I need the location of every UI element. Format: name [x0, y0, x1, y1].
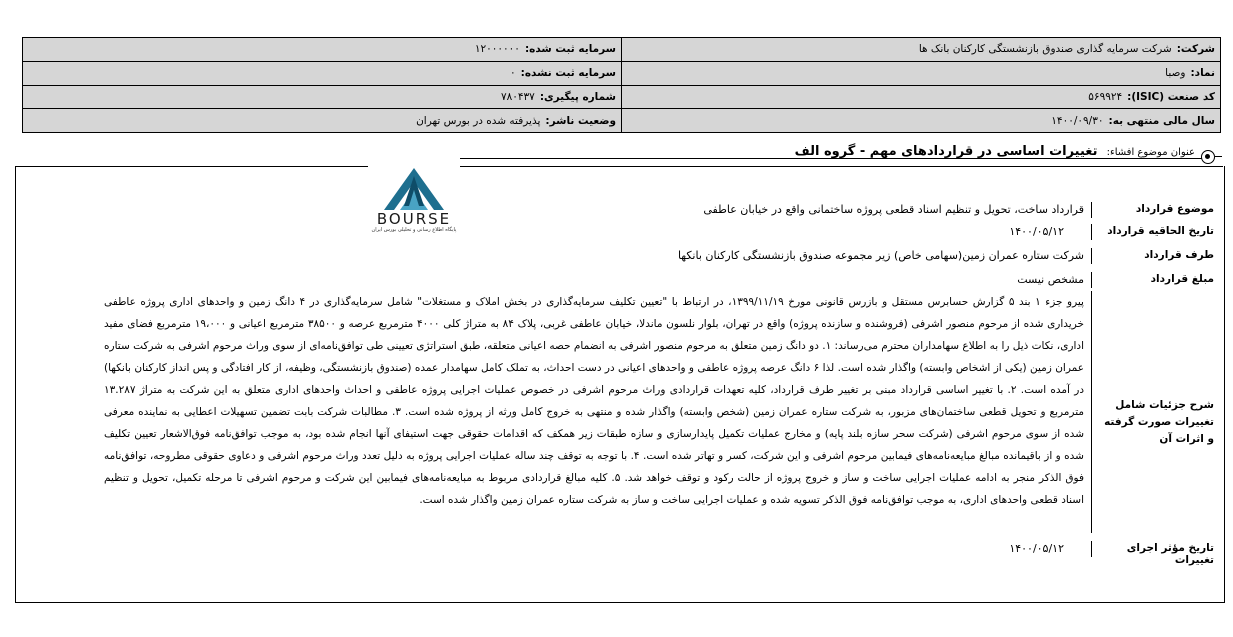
company-info-table [22, 37, 1221, 133]
tracking-number-value: ۷۸۰۴۳۷ [500, 90, 535, 103]
row-separator [1091, 224, 1092, 240]
fiscal-year-row [622, 109, 1220, 132]
amendment-date-label: تاریخ الحاقیه قرارداد [1107, 225, 1214, 237]
contract-party-value: شرکت ستاره عمران زمین(سهامی خاص) زیر مجموعه صندوق بازنشستگی کارکنان بانکها [677, 249, 1084, 262]
bourse-logo-subtitle: پایگاه اطلاع رسانی و تحلیلی بورس ایران [371, 227, 457, 233]
bourse-logo-wordmark: BOURSE [376, 210, 452, 228]
symbol-row [622, 62, 1220, 86]
fiscal-year-label: سال مالی منتهی به: [1108, 114, 1215, 127]
unregistered-capital-label: سرمایه ثبت نشده: [520, 67, 616, 80]
effective-date-label: تاریخ مؤثر اجرای تغییرات [1126, 542, 1214, 566]
effective-date-row [104, 538, 1214, 566]
contract-party-row [104, 245, 1214, 267]
change-details-text: پیرو جزء ۱ بند ۵ گزارش حسابرس مستقل و بازرس قانونی مورخ ۱۳۹۹/۱۱/۱۹، در ارتباط با "تعیین تکلیف سرمایه‌گذاری در بخش املاک و مستغلات" شامل سرمایه‌گذاری در ۴ دانگ زمین و واحدهای اداری پروژه عاطفی خریداری شده از مرحوم منصور اشرفی (فروشنده و سازنده پروژه) واقع در تهران، بلوار نلسون ماندلا، خیابان عاطفی غربی، پلاک ۸۴ به متراژ کلی ۴۰۰۰ مترمربع عرصه و ۳۸۵۰۰ مترمربع اعیانی و ۱۹،۰۰۰ مترمربع فضای مفید اداری، نکات ذیل را به اطلاع سهامداران محترم می‌رساند: ۱. دو دانگ زمین متعلق به مرحوم منصور اشرفی به انضمام حصه اعیانی متعلقه، طبق استراتژی تعیینی طی توافق‌نامه‌ای از سوی وراث مرحوم اشرفی به شرکت ستاره عمران زمین (یکی از اشخاص وابسته) واگذار شده است. لذا ۶ دانگ عرصه پروژه عاطفی و واحدهای اعیانی در دست احداث، به تملک کامل سهامدار عمده (صندوق بازنشستگی، وظیفه، از کار افتادگی و پس انداز کارکنان بانکها) در آمده است. ۲. با تغییر اساسی قرارداد مبنی بر تغییر طرف قرارداد، کلیه تعهدات قراردادی وراث مرحوم اشرفی در خصوص عملیات اجرایی پروژه عاطفی و احداث واحدهای اداری متعلق به این شرکت به متراژ ۱۳.۲۸۷ مترمربع و تحویل قطعی ساختمان‌های مزبور، به شرکت ستاره عمران زمین (شخص وابسته) واگذار شده و منتهی به خروج کامل ورثه از پروژه شده است. ۳. مطالبات شرکت بابت تضمین تسهیلات اعطایی به نماینده معرفی شده از سوی مرحوم اشرفی (شرکت سحر سازه بلند پایه) و مخارج عملیات تکمیل پایدارسازی و سازه طبقات زیر همکف که اقدامات حقوقی جهت استیفای آنها انجام شده بود، به موجب توافق‌نامه فوق‌الاشعار تعیین تکلیف شده و از باقیمانده مبالغ مبایعه‌نامه‌های فیمابین مرحوم اشرفی و این شرکت، کسر و تهاتر شده است. ۴. با توجه به توقف چند ساله عملیات اجرایی پروژه به دلیل تعدد وراث مرحوم اشرفی و دعاوی حقوقی مطروحه، توافق‌نامه فوق الذکر منجر به ادامه عملیات اجرایی ساخت و ساز و خروج پروژه از حالت رکود و توقف خواهد شد. ۵. کلیه مبالغ قراردادی مربوط به مبایعه‌نامه‌های فیمابین این شرکت و مرحوم اشرفی تا مرحله تکمیل، تحویل و تنظیم اسناد قطعی واحدهای اداری، به موجب توافق‌نامه فوق الذکر تسویه شده و عملیات اجرایی ساخت و ساز به شرکت ستاره عمران زمین واگذار شده است. [104, 296, 1085, 506]
tracking-number-row [23, 86, 621, 110]
subject-text [795, 140, 1195, 159]
contract-subject-value: قرارداد ساخت، تحویل و تنظیم اسناد قطعی پروژه ساختمانی واقع در خیابان عاطفی [703, 203, 1084, 216]
unregistered-capital-value: ۰ [510, 67, 516, 80]
bourse-logo-mark-icon [374, 166, 454, 212]
publisher-status-row [23, 109, 621, 132]
row-separator [1091, 248, 1092, 264]
subject-tick-line [1215, 156, 1222, 157]
industry-code-row [622, 86, 1220, 110]
change-details-label: شرح جزئیات شامل تغییرات صورت گرفته و اثرات آن [1104, 399, 1214, 445]
company-label: شرکت: [1176, 43, 1215, 56]
industry-code-label: کد صنعت (ISIC): [1127, 90, 1215, 103]
contract-subject-row [104, 199, 1214, 221]
symbol-value: وصبا [1165, 67, 1186, 80]
info-column-left [23, 38, 622, 132]
row-separator [1091, 272, 1092, 288]
fiscal-year-value: ۱۴۰۰/۰۹/۳۰ [1051, 114, 1104, 127]
registered-capital-label: سرمایه ثبت شده: [524, 43, 616, 56]
contract-subject-label: موضوع قرارداد [1135, 203, 1214, 215]
contract-amount-value: مشخص نیست [1017, 273, 1084, 286]
company-value: شرکت سرمایه گذاری صندوق بازنشستگی کارکنان بانک ها [918, 43, 1172, 56]
publisher-status-value: پذیرفته شده در بورس تهران [416, 114, 541, 127]
amendment-date-value: ۱۴۰۰/۰۵/۱۲ [1009, 225, 1064, 238]
contract-details-box [15, 166, 1225, 603]
unregistered-capital-row [23, 62, 621, 86]
row-separator [1091, 291, 1092, 533]
disclosure-subject-bar [0, 136, 1233, 166]
publisher-status-label: وضعیت ناشر: [545, 114, 616, 127]
row-separator [1091, 202, 1092, 218]
subject-prefix: عنوان موضوع افشاء: [1106, 147, 1195, 158]
registered-capital-row [23, 38, 621, 62]
bourse-logo [368, 166, 460, 238]
info-column-right [622, 38, 1220, 132]
change-details-row [104, 291, 1214, 533]
contract-party-label: طرف قرارداد [1144, 249, 1214, 261]
subject-title: تغییرات اساسی در قراردادهای مهم - گروه الف [794, 144, 1098, 159]
registered-capital-value: ۱۲۰۰۰۰۰۰ [474, 43, 520, 56]
bullet-target-icon [1201, 150, 1215, 164]
contract-amount-label: مبلغ قرارداد [1150, 273, 1214, 285]
effective-date-value: ۱۴۰۰/۰۵/۱۲ [1009, 542, 1064, 555]
tracking-number-label: شماره پیگیری: [539, 90, 616, 103]
row-separator [1091, 541, 1092, 557]
amendment-date-row [104, 221, 1214, 243]
contract-amount-row [104, 269, 1214, 291]
symbol-label: نماد: [1190, 67, 1215, 80]
industry-code-value: ۵۶۹۹۲۴ [1088, 90, 1123, 103]
company-row [622, 38, 1220, 62]
